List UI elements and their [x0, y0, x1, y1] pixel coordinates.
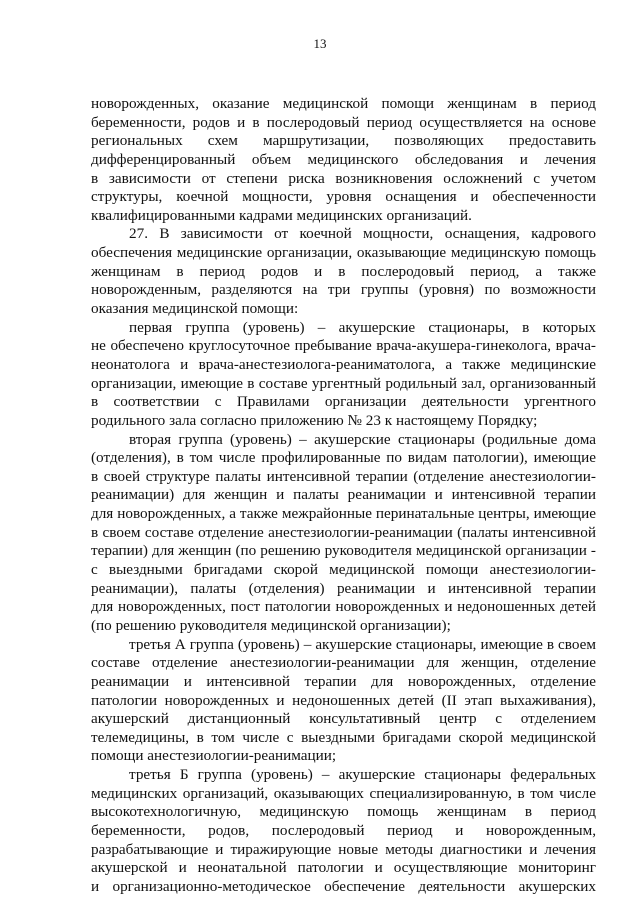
text-line: для новорожденных, пост патологии новорожденных и недоношенных детей: [91, 598, 596, 616]
text-line: 27. В зависимости от коечной мощности, оснащения, кадрового: [129, 225, 596, 243]
text-line: в своей структуре палаты интенсивной терапии (отделение анестезиологии-: [91, 467, 596, 485]
text-line: третья А группа (уровень) – акушерские стационары, имеющие в своем: [129, 635, 596, 653]
text-line: новорожденным, разделяются на три группы (уровня) по возможности: [91, 281, 596, 299]
text-line: телемедицины, в том числе с выездными бригадами скорой медицинской: [91, 728, 596, 746]
text-line: не обеспечено круглосуточное пребывание врача-акушера-гинеколога, врача-: [91, 337, 596, 355]
text-line: первая группа (уровень) – акушерские стационары, в которых: [129, 318, 596, 336]
text-line: в соответствии с Правилами организации деятельности ургентного: [91, 393, 596, 411]
text-line: обеспечения медицинские организации, оказывающие медицинскую помощь: [91, 244, 596, 262]
text-line: беременности, родов и в послеродовый период осуществляется на основе: [91, 113, 596, 131]
text-line: акушерской и неонатальной патологии и осуществляющие мониторинг: [91, 859, 596, 877]
document-body: [91, 95, 596, 897]
text-line: медицинских организаций, оказывающих специализированную, в том числе: [91, 784, 596, 802]
text-line: третья Б группа (уровень) – акушерские стационары федеральных: [129, 766, 596, 784]
text-line: оказания медицинской помощи:: [91, 300, 299, 318]
text-line: терапии) для женщин (по решению руководителя медицинской организации -: [91, 542, 596, 560]
text-line: в зависимости от степени риска возникновения осложнений с учетом: [91, 169, 596, 187]
text-line: дифференцированный объем медицинского обследования и лечения: [91, 150, 596, 168]
text-line: высокотехнологичную, медицинскую помощь женщинам в период: [91, 803, 596, 821]
text-line: структуры, коечной мощности, уровня оснащения и обеспеченности: [91, 188, 596, 206]
text-line: разрабатывающие и тиражирующие новые методы диагностики и лечения: [91, 840, 596, 858]
text-line: реанимации) для женщин и палаты реанимации и интенсивной терапии: [91, 486, 596, 504]
text-line: составе отделение анестезиологии-реанимации для женщин, отделение: [91, 654, 596, 672]
text-line: реанимации), палаты (отделения) реанимации и интенсивной терапии: [91, 579, 596, 597]
text-line: для новорожденных, а также межрайонные перинатальные центры, имеющие: [91, 505, 596, 523]
page-number: 13: [313, 36, 327, 51]
text-line: региональных схем маршрутизации, позволяющих предоставить: [91, 132, 596, 150]
text-line: квалифицированными кадрами медицинских организаций.: [91, 206, 472, 224]
text-line: неонатолога и врача-анестезиолога-реаниматолога, а также медицинские: [91, 355, 596, 373]
text-line: женщинам в период родов и в послеродовый период, а также: [91, 262, 596, 280]
text-line: родильного зала согласно приложению № 23 к настоящему Порядку;: [91, 411, 538, 429]
text-line: (по решению руководителя медицинской организации);: [91, 616, 451, 634]
text-line: и организационно-методическое обеспечение деятельности акушерских: [91, 877, 596, 895]
text-line: помощи анестезиологии-реанимации;: [91, 747, 337, 765]
text-line: новорожденных, оказание медицинской помощи женщинам в период: [91, 95, 596, 112]
text-line: вторая группа (уровень) – акушерские стационары (родильные дома: [129, 430, 596, 448]
text-line: организации, имеющие в составе ургентный родильный зал, организованный: [91, 374, 596, 392]
text-line: акушерский дистанционный консультативный центр с отделением: [91, 710, 596, 728]
text-line: с выездными бригадами скорой медицинской помощи анестезиологии-: [91, 561, 596, 579]
text-line: патологии новорожденных и недоношенных детей (II этап выхаживания),: [91, 691, 596, 709]
text-line: в своем составе отделение анестезиологии-реанимации (палаты интенсивной: [91, 523, 596, 541]
text-line: (отделения), в том числе профилированные по видам патологии), имеющие: [91, 449, 596, 467]
text-line: беременности, родов, послеродовый период и новорожденным,: [91, 821, 596, 839]
text-line: реанимации и интенсивной терапии для новорожденных, отделение: [91, 672, 596, 690]
